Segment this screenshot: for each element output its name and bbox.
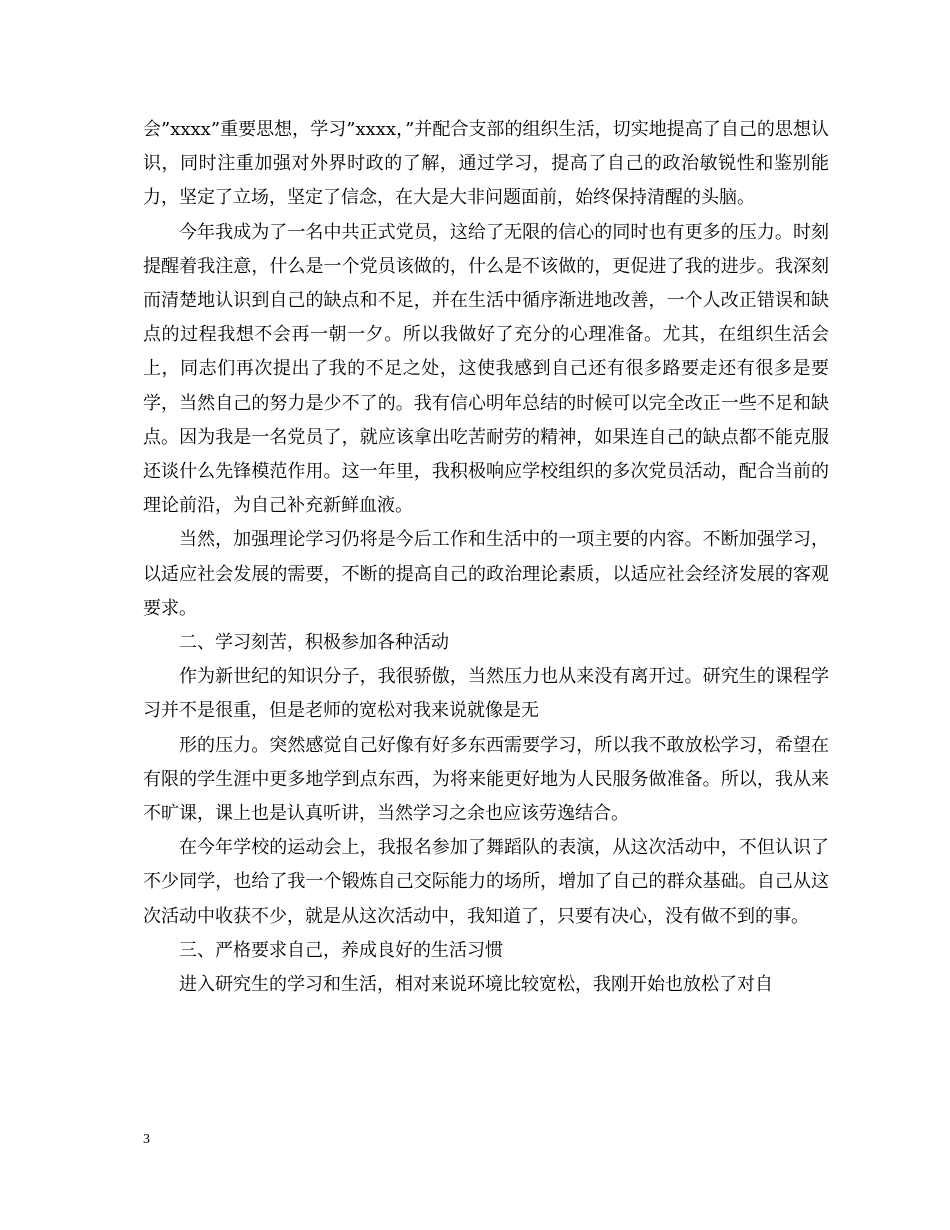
paragraph-1: 会”xxxx”重要思想，学习”xxxx，”并配合支部的组织生活，切实地提高了自己的思想认识，同时注重加强对外界时政的了解，通过学习，提高了自己的政治敏锐性和鉴别能力，坚定了立场，坚定了信念，在大是大非问题面前，始终保持清醒的头脑。 <box>143 119 829 209</box>
page-number: 3 <box>143 1132 150 1147</box>
document-body <box>143 113 829 1002</box>
paragraph-6: 在今年学校的运动会上，我报名参加了舞蹈队的表演，从这次活动中，不但认识了不少同学，也给了我一个锻炼自己交际能力的场所，增加了自己的群众基础。自己从这次活动中收获不少，就是从这次活动中，我知道了，只要有决心，没有做不到的事。 <box>143 837 829 927</box>
paragraph-3: 当然，加强理论学习仍将是今后工作和生活中的一项主要的内容。不断加强学习，以适应社会发展的需要，不断的提高自己的政治理论素质，以适应社会经济发展的客观要求。 <box>143 529 829 619</box>
section-heading-3: 三、严格要求自己，养成良好的生活习惯 <box>179 939 503 961</box>
paragraph-4: 作为新世纪的知识分子，我很骄傲，当然压力也从来没有离开过。研究生的课程学习并不是很重，但是老师的宽松对我来说就像是无 <box>143 666 829 722</box>
paragraph-2: 今年我成为了一名中共正式党员，这给了无限的信心的同时也有更多的压力。时刻提醒着我注意，什么是一个党员该做的，什么是不该做的，更促进了我的进步。我深刻而清楚地认识到自己的缺点和不足，并在生活中循序渐进地改善，一个人改正错误和缺点的过程我想不会再一朝一夕。所以我做好了充分的心理准备。尤其，在组织生活会上，同志们再次提出了我的不足之处，这使我感到自己还有很多路要走还有很多是要学，当然自己的努力是少不了的。我有信心明年总结的时候可以完全改正一些不足和缺点。因为我是一名党员了，就应该拿出吃苦耐劳的精神，如果连自己的缺点都不能克服还谈什么先锋模范作用。这一年里，我积极响应学校组织的多次党员活动，配合当前的理论前沿，为自己补充新鲜血液。 <box>143 221 829 517</box>
paragraph-7: 进入研究生的学习和生活，相对来说环境比较宽松，我刚开始也放松了对自 <box>179 974 773 996</box>
paragraph-5: 形的压力。突然感觉自己好像有好多东西需要学习，所以我不敢放松学习，希望在有限的学生涯中更多地学到点东西，为将来能更好地为人民服务做准备。所以，我从来不旷课，课上也是认真听讲，当然学习之余也应该劳逸结合。 <box>143 734 829 825</box>
section-heading-2: 二、学习刻苦，积极参加各种活动 <box>179 632 449 654</box>
